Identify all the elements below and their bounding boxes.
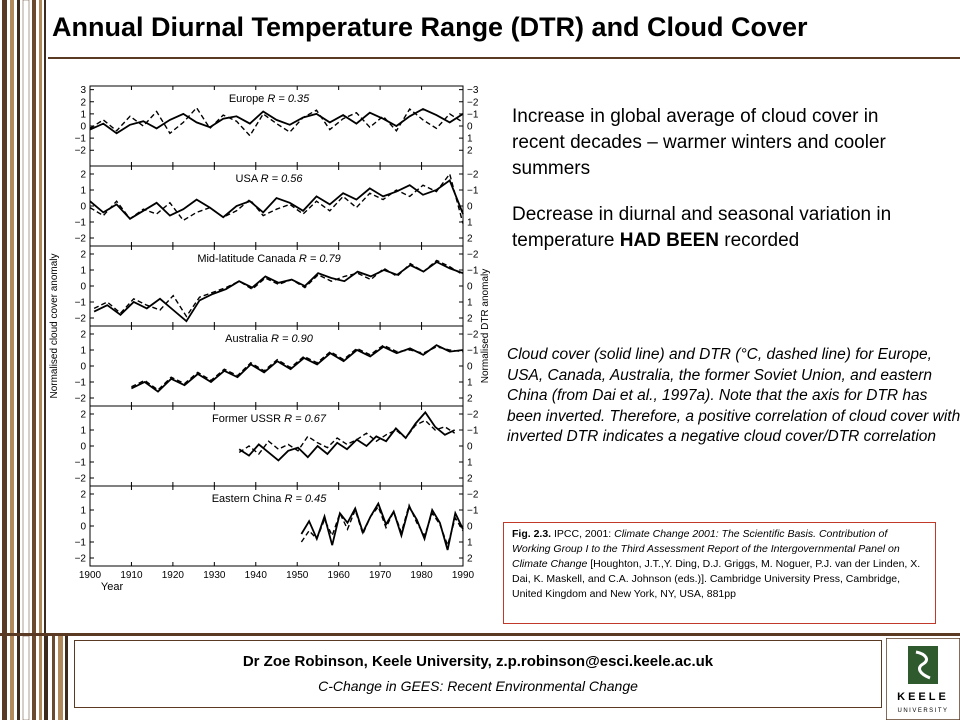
y-tick-label: 0 (80, 121, 86, 133)
ref-fig: Fig. 2.3. (512, 528, 552, 540)
panel-label: Australia R = 0.90 (225, 333, 313, 345)
bullet-emphasis: HAD BEEN (619, 230, 719, 251)
bullet-list (512, 104, 917, 274)
y-tick-label: 1 (80, 425, 86, 437)
y2-tick-label: 2 (467, 233, 473, 245)
cloud-cover-line (301, 504, 463, 550)
y2-tick-label: −2 (467, 169, 479, 181)
y-tick-label: 2 (80, 409, 86, 421)
y-tick-label: −1 (74, 133, 86, 145)
slide-title: Annual Diurnal Temperature Range (DTR) and Cloud Cover (52, 12, 808, 42)
bullet-text-end: recorded (724, 230, 800, 251)
y2-tick-label: −1 (467, 109, 479, 121)
y2-tick-label: −2 (467, 249, 479, 261)
cloud-cover-line (90, 109, 463, 133)
x-tick-label: 1900 (78, 570, 102, 581)
y-tick-label: 0 (80, 521, 86, 533)
y2-tick-label: −1 (467, 345, 479, 357)
correlation-value: R = 0.56 (260, 173, 303, 185)
y2-tick-label: −2 (467, 329, 479, 341)
y-tick-label: 0 (80, 281, 86, 293)
y-tick-label: 1 (80, 109, 86, 121)
y2-tick-label: −2 (467, 97, 479, 109)
x-tick-label: 1950 (286, 570, 309, 581)
ref-part2: [Houghton, J.T.,Y. Ding, D.J. Griggs, M. Noguer, P.J. van der Linden, X. Dai, K. Maskell, and C.A. Johnson (eds.)]. Cambridge University Press, Cambridge, United Kingdom and New York, NY, USA, 881pp (512, 558, 921, 600)
x-tick-label: 1960 (327, 570, 350, 581)
y2-tick-label: 2 (467, 145, 473, 157)
cloud-dtr-chart (45, 78, 495, 603)
y2-axis-label: Normalised DTR anomaly (480, 268, 491, 384)
y-tick-label: 2 (80, 97, 86, 109)
y2-tick-label: −2 (467, 409, 479, 421)
y2-tick-label: −1 (467, 505, 479, 517)
panel-label: Europe R = 0.35 (228, 93, 310, 105)
y-tick-label: −2 (74, 393, 86, 405)
title-divider (48, 57, 960, 59)
correlation-value: R = 0.67 (284, 413, 327, 425)
y2-tick-label: 0 (467, 201, 473, 213)
y-tick-label: −2 (74, 313, 86, 325)
panel-label: Former USSR R = 0.67 (212, 413, 327, 425)
y2-tick-label: 1 (467, 377, 473, 389)
y-tick-label: 2 (80, 169, 86, 181)
footer-author: Dr Zoe Robinson, Keele University, z.p.robinson@esci.keele.ac.uk (242, 653, 714, 670)
correlation-value: R = 0.45 (284, 493, 327, 505)
x-tick-label: 1990 (451, 570, 475, 581)
bullet-diurnal-variation (512, 202, 917, 254)
x-tick-label: 1930 (203, 570, 226, 581)
bullet-text: Decrease in diurnal and seasonal variation in temperature (512, 204, 892, 251)
x-axis-label: Year (100, 581, 124, 593)
figure-caption: Cloud cover (solid line) and DTR (°C, dashed line) for Europe, USA, Canada, Australia, the former Soviet Union, and eastern China (from Dai et al., 1997a). Note that the axis for DTR has been inverted. Therefore, a positive correlation of cloud cover with inverted DTR indicates a negative cloud cover/DTR correlation (507, 346, 960, 445)
footer (74, 640, 882, 708)
correlation-value: R = 0.90 (271, 333, 313, 345)
y2-tick-label: 0 (467, 521, 473, 533)
x-tick-label: 1980 (410, 570, 433, 581)
x-tick-label: 1910 (120, 570, 143, 581)
cloud-cover-line (131, 345, 463, 391)
y2-tick-label: 0 (467, 441, 473, 453)
y2-tick-label: −1 (467, 265, 479, 277)
y2-tick-label: 1 (467, 457, 473, 469)
y2-tick-label: 0 (467, 121, 473, 133)
y-tick-label: −1 (74, 217, 86, 229)
reference-box (503, 522, 936, 624)
y-tick-label: 1 (80, 265, 86, 277)
y-tick-label: 2 (80, 249, 86, 261)
y-tick-label: 1 (80, 505, 86, 517)
ref-title: Climate Change 2001: The Scientific Basis. Contribution of Working Group I to the Third Assessment Report of the Intergovernmental Panel on Climate Change (512, 528, 900, 570)
y2-tick-label: 0 (467, 361, 473, 373)
y2-tick-label: 2 (467, 313, 473, 325)
bullet-cloud-cover: Increase in global average of cloud cover in recent decades – warmer winters and cooler summers (512, 106, 886, 179)
panel-label: Eastern China R = 0.45 (211, 493, 327, 505)
y-tick-label: 2 (80, 329, 86, 341)
ref-part1: IPCC, 2001: (551, 528, 615, 540)
y-tick-label: 0 (80, 201, 86, 213)
y2-tick-label: 2 (467, 553, 473, 565)
y2-tick-label: 2 (467, 473, 473, 485)
y-tick-label: −1 (74, 297, 86, 309)
y2-tick-label: −1 (467, 185, 479, 197)
y2-tick-label: −2 (467, 489, 479, 501)
y2-tick-label: −3 (467, 85, 479, 97)
x-tick-label: 1920 (161, 570, 185, 581)
y-tick-label: 0 (80, 441, 86, 453)
cloud-cover-line (90, 180, 463, 218)
cloud-cover-line (94, 262, 463, 321)
x-tick-label: 1970 (368, 570, 392, 581)
y-tick-label: 1 (80, 185, 86, 197)
y-tick-label: −1 (74, 537, 86, 549)
y-tick-label: −2 (74, 145, 86, 157)
footer-course: C-Change in GEES: Recent Environmental Change (318, 678, 638, 694)
y-axis-label: Normalised cloud cover anomaly (49, 253, 60, 399)
y-tick-label: 2 (80, 489, 86, 501)
y-tick-label: 3 (80, 85, 86, 97)
panel-label: Mid-latitude Canada R = 0.79 (197, 253, 341, 265)
correlation-value: R = 0.79 (298, 253, 341, 265)
x-tick-label: 1940 (244, 570, 267, 581)
y2-tick-label: 1 (467, 217, 473, 229)
y-tick-label: −2 (74, 473, 86, 485)
y-tick-label: −1 (74, 377, 86, 389)
y2-tick-label: 1 (467, 297, 473, 309)
y-tick-label: 1 (80, 345, 86, 357)
decorative-stripes (0, 0, 48, 635)
dtr-line (94, 260, 463, 316)
svg-text:KEELE: KEELE (897, 691, 949, 703)
footer-stripes (0, 636, 70, 720)
correlation-value: R = 0.35 (267, 93, 310, 105)
y-tick-label: 0 (80, 361, 86, 373)
y-tick-label: −2 (74, 233, 86, 245)
y-tick-label: −2 (74, 553, 86, 565)
keele-university-logo (886, 638, 960, 720)
y2-tick-label: −1 (467, 425, 479, 437)
panel-label: USA R = 0.56 (235, 173, 303, 185)
y2-tick-label: 0 (467, 281, 473, 293)
y2-tick-label: 1 (467, 133, 473, 145)
y-tick-label: −1 (74, 457, 86, 469)
svg-text:UNIVERSITY: UNIVERSITY (897, 708, 949, 714)
y2-tick-label: 2 (467, 393, 473, 405)
y2-tick-label: 1 (467, 537, 473, 549)
dtr-line (301, 505, 463, 545)
footer-divider (0, 633, 960, 636)
